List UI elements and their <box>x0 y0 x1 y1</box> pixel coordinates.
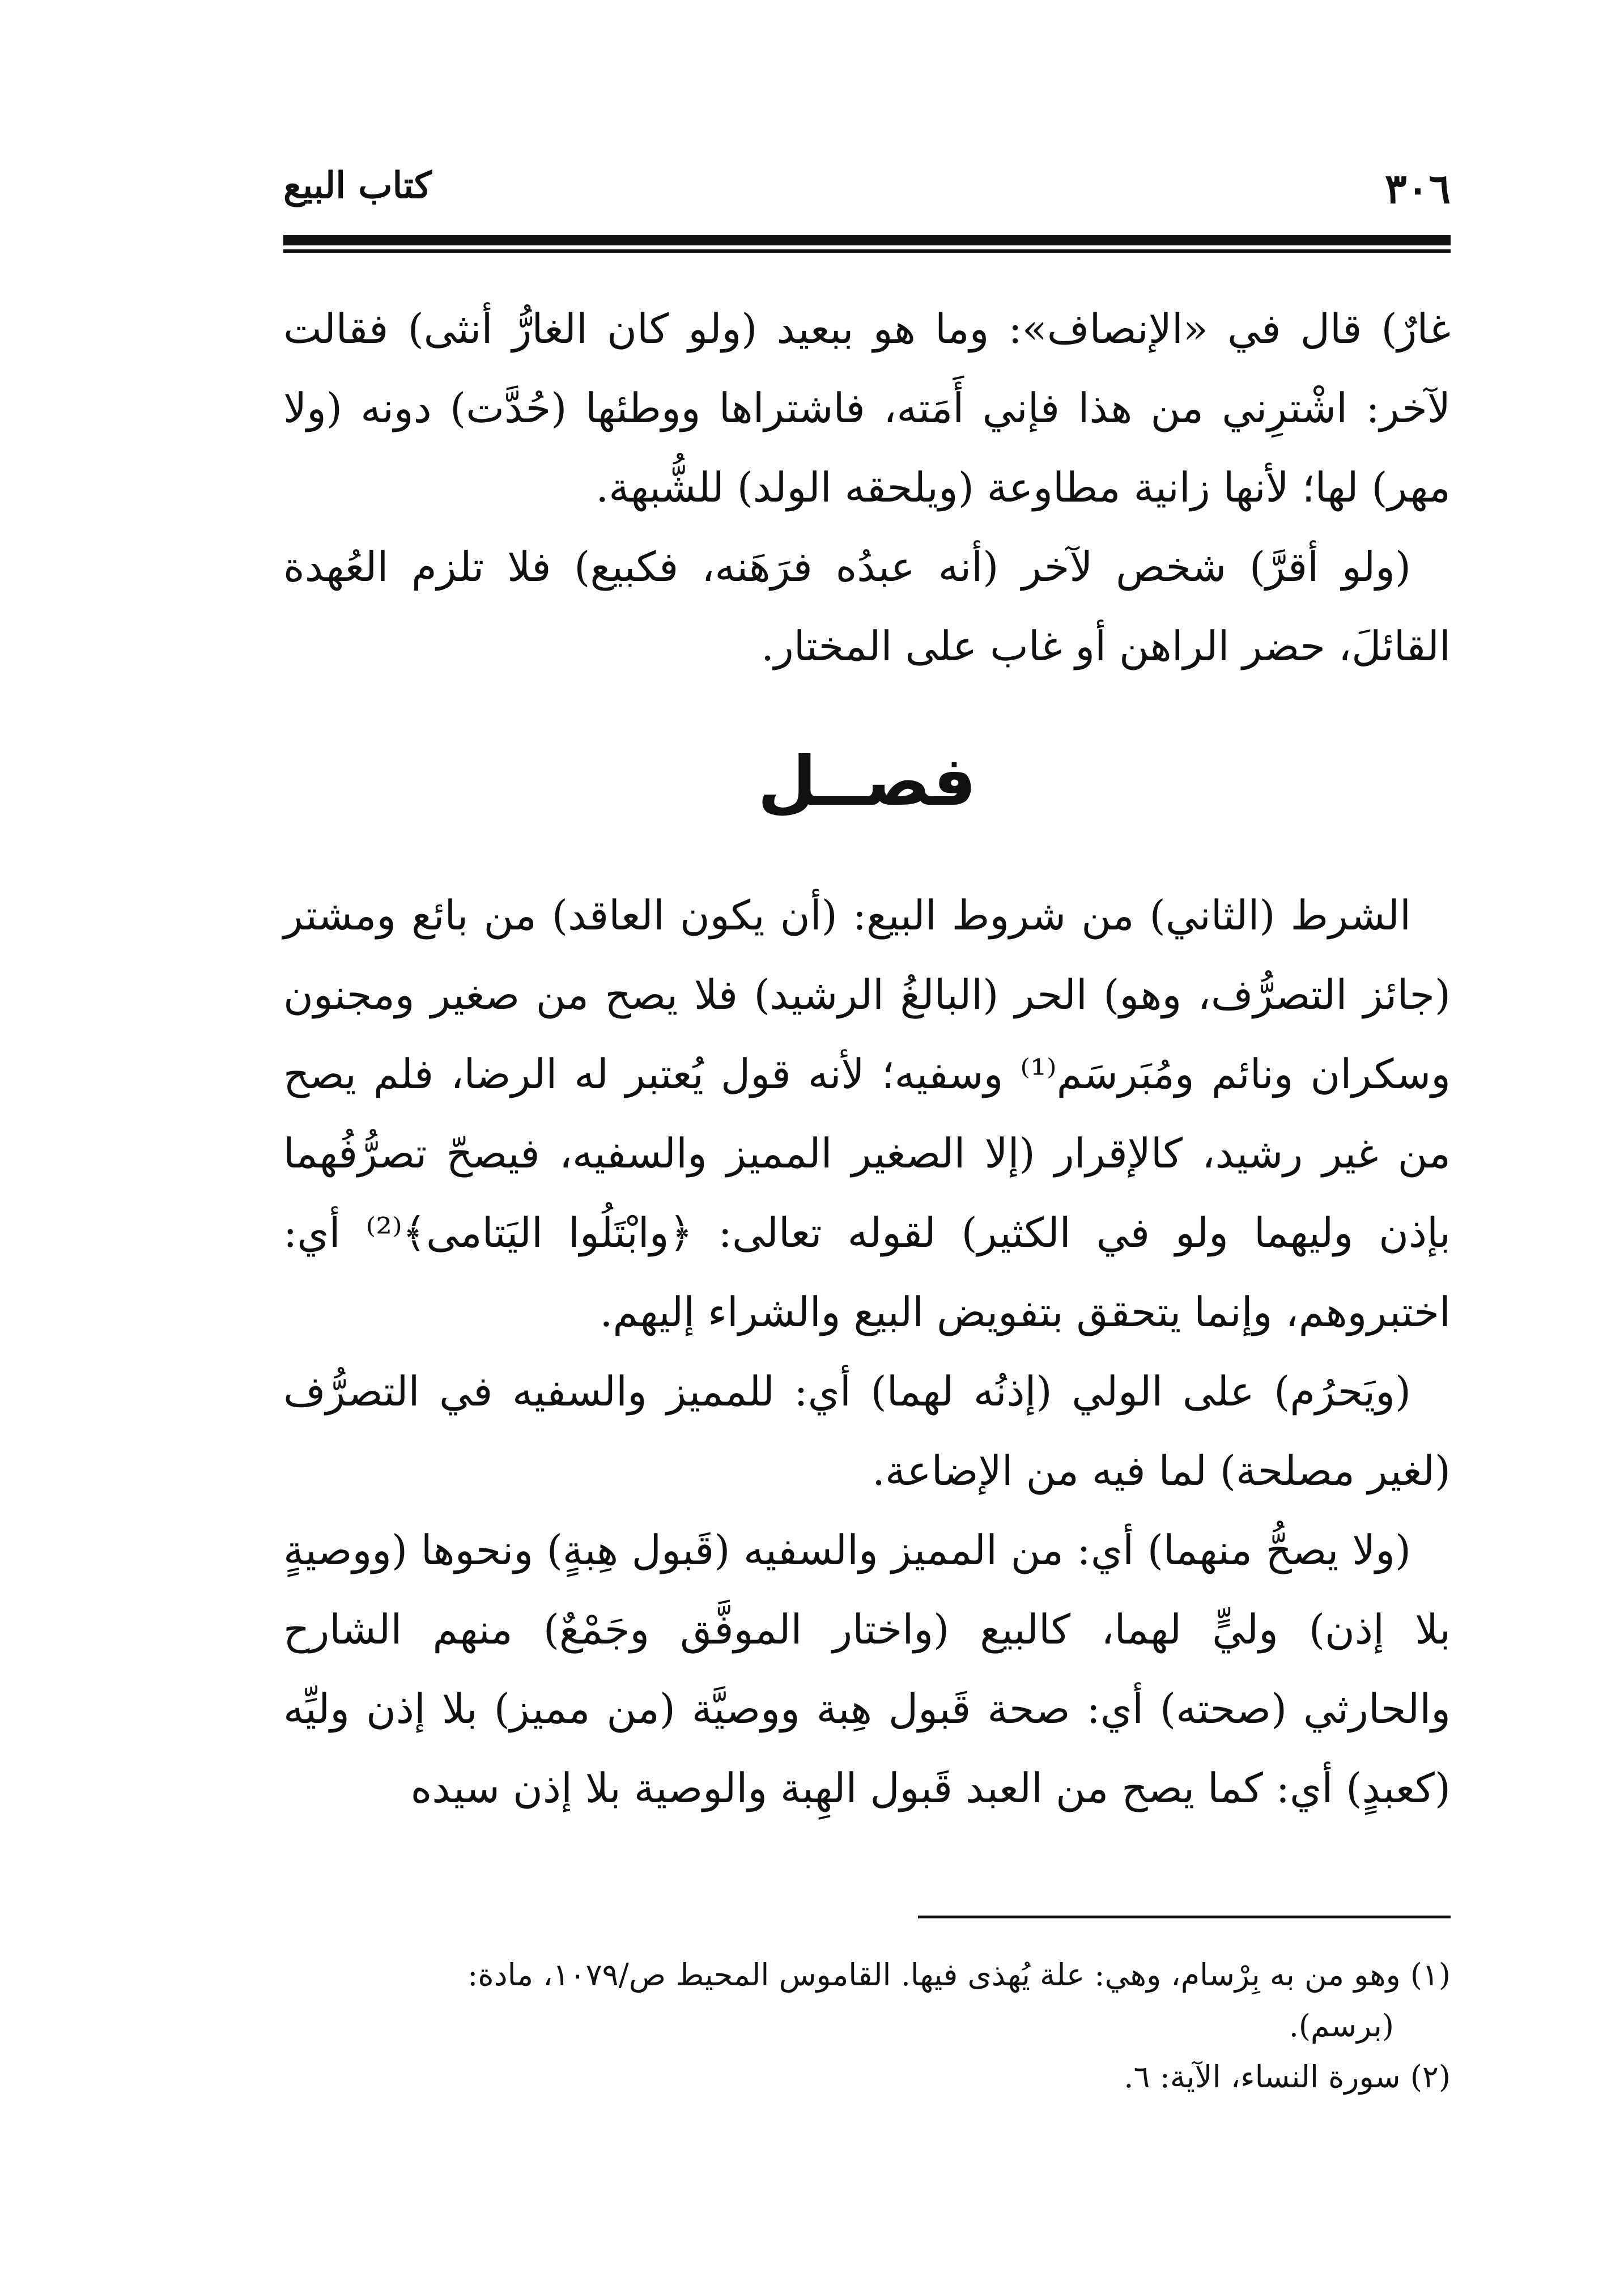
paragraph: الشرط (الثاني) من شروط البيع: (أن يكون العاقد) من بائع ومشتر (جائز التصرُّف، وهو) الحر (البالغُ الرشيد) فلا يصح من صغير ومجنون وسكران ونائم ومُبَرسَم⁽¹⁾ وسفيه؛ لأنه قول يُعتبر له الرضا، فلم يصح من غير رشيد، كالإقرار (إلا الصغير المميز والسفيه، فيصحّ تصرُّفُهما بإذن وليهما ولو في الكثير) لقوله تعالى: ﴿وابْتَلُوا اليَتامى﴾⁽²⁾ أي: اختبروهم، وإنما يتحقق بتفويض البيع والشراء إليهم. <box>283 891 1451 1336</box>
running-title: كتاب البيع <box>283 164 432 207</box>
paragraph: (ولو أقرَّ) شخص لآخر (أنه عبدُه فرَهَنه، فكبيع) فلا تلزم العُهدة القائلَ، حضر الراهن أو غاب على المختار. <box>283 543 1451 670</box>
footnote-separator <box>918 1916 1451 1918</box>
footnote-text: سورة النساء، الآية: ٦. <box>1124 2059 1401 2095</box>
header-rule-thin <box>283 249 1451 253</box>
footnote <box>283 2052 1451 2103</box>
footnote <box>283 1950 1451 2052</box>
page-header <box>283 164 1451 227</box>
paragraph: (ويَحرُم) على الولي (إذنُه لهما) أي: للمميز والسفيه في التصرُّف (لغير مصلحة) لما فيه من الإضاعة. <box>283 1368 1451 1494</box>
paragraph: غارٌ) قال في «الإنصاف»: وما هو ببعيد (ولو كان الغارُّ أنثى) فقالت لآخر: اشْترِني من هذا فإني أَمَته، فاشتراها ووطئها (حُدَّت) دونه (ولا مهر) لها؛ لأنها زانية مطاوعة (ويلحقه الولد) للشُّبهة. <box>283 305 1451 511</box>
footnote-text: وهو من به بِرْسام، وهي: علة يُهذى فيها. القاموس المحيط ص/١٠٧٩، مادة: <box>467 1957 1401 1993</box>
section-heading: فصــل <box>758 742 976 821</box>
top-text-block <box>283 289 1451 686</box>
footnote-marker: (٢) <box>1410 2059 1451 2095</box>
page-number: ٣٠٦ <box>1384 164 1451 213</box>
paragraph: (ولا يصحُّ منهما) أي: من المميز والسفيه (قَبول هِبةٍ) ونحوها (ووصيةٍ بلا إذن) وليٍّ لهما، كالبيع (واختار الموفَّق وجَمْعٌ) منهم الشارح والحارثي (صحته) أي: صحة قَبول هِبة ووصيَّة (من مميز) بلا إذن وليِّه (كعبدٍ) أي: كما يصح من العبد قَبول الهِبة والوصية بلا إذن سيده <box>283 1526 1451 1812</box>
footnote-marker: (١) <box>1410 1957 1451 1993</box>
section-text-block <box>283 876 1451 1828</box>
footnote-continuation: (برسم). <box>1289 2008 1394 2044</box>
header-rule-thick <box>283 235 1451 245</box>
footnotes <box>283 1950 1451 2103</box>
